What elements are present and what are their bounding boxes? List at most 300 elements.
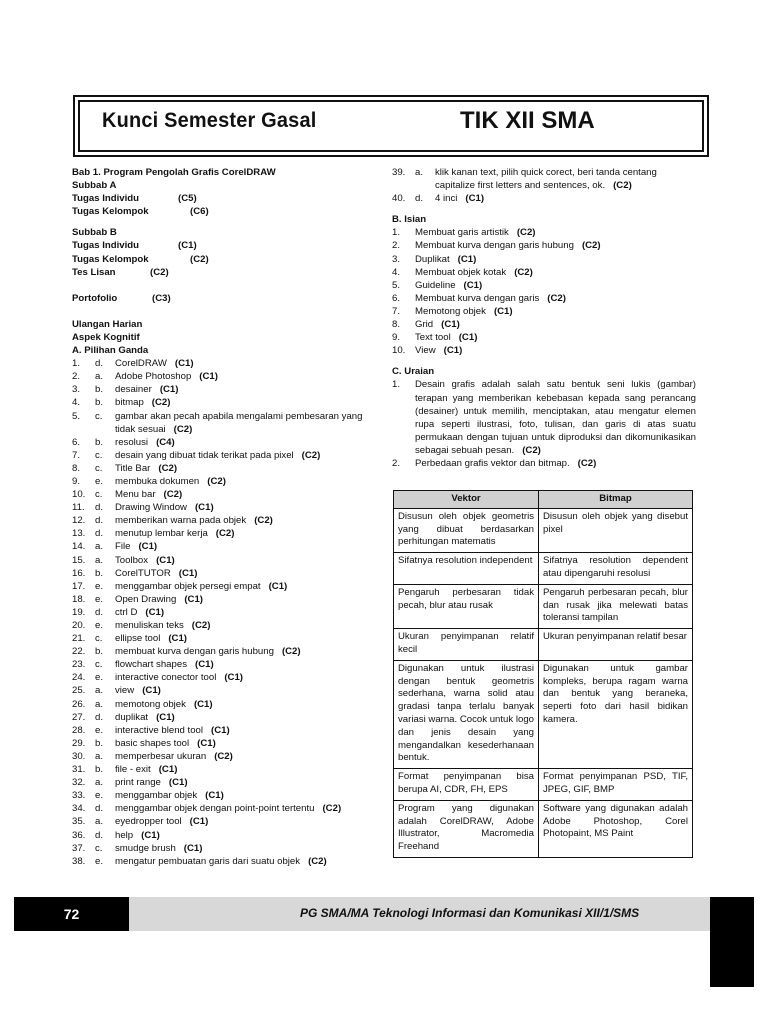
- answer-code: (C1): [184, 593, 203, 605]
- answer-item: [72, 815, 382, 828]
- answer-letter: d.: [415, 193, 424, 205]
- uraian-text: [415, 457, 696, 470]
- answer-item: [72, 527, 382, 540]
- isian-number: 2.: [392, 240, 401, 252]
- answer-number: 37.: [72, 842, 86, 854]
- answer-text: [115, 410, 382, 436]
- answer-label: menuliskan teks: [115, 620, 184, 631]
- answer-code: (C2): [163, 489, 183, 501]
- answer-code: (C2): [158, 462, 178, 474]
- isian-code: (C1): [458, 332, 478, 344]
- answer-code: (C1): [142, 685, 161, 697]
- isian-item: [392, 226, 696, 239]
- answer-text: [115, 383, 382, 396]
- answer-number: 17.: [72, 580, 86, 592]
- uraian-number: 1.: [392, 379, 401, 391]
- isian-number: 4.: [392, 266, 401, 278]
- answer-label: CorelDRAW: [115, 358, 167, 370]
- answer-code: (C1): [195, 659, 214, 671]
- pilihan-ganda-heading: A. Pilihan Ganda: [72, 345, 149, 357]
- answer-number: 33.: [72, 790, 86, 802]
- vektor-cell: Ukuran penyimpanan relatif kecil: [394, 629, 539, 661]
- answer-text: [115, 842, 382, 855]
- answer-item: [72, 619, 382, 632]
- page-number: 72: [14, 897, 129, 931]
- answer-letter: b.: [95, 646, 104, 658]
- answer-code: (C1): [224, 672, 243, 684]
- answer-code: (C1): [211, 724, 230, 736]
- answer-item: [72, 370, 382, 383]
- answer-item: [72, 449, 382, 462]
- answer-number: 4.: [72, 397, 81, 409]
- isian-text: [415, 239, 696, 252]
- answer-text: [115, 671, 382, 684]
- isian-code: (C1): [493, 305, 513, 317]
- vektor-cell: Pengaruh perbesaran tidak pecah, blur atau rusak: [394, 584, 539, 628]
- bitmap-cell: Disusun oleh objek yang disebut pixel: [539, 508, 693, 552]
- answer-number: 31.: [72, 764, 86, 776]
- isian-code: (C2): [581, 240, 601, 252]
- answer-code: (C2): [207, 475, 226, 487]
- answer-code: (C1): [156, 711, 175, 723]
- answer-code: (C2): [613, 180, 632, 192]
- answer-text: [115, 475, 382, 488]
- answer-item: [72, 763, 382, 776]
- answer-number: 24.: [72, 672, 86, 684]
- answer-label: ellipse tool: [115, 633, 161, 645]
- answer-code: (C2): [281, 646, 301, 658]
- uraian-label: Desain grafis adalah salah satu bentuk seni lukis (gambar) terapan yang memberikan kebebasan kepada sang perancang (desainer) untuk memilih, menciptakan, atau mengatur elemen rupa seperti ilustrasi, foto, tulisan, dan garis di atas suatu permukaan dengan tujuan untuk diproduksi dan dikomunikasikan sebagai sebuah pesan.: [415, 379, 696, 456]
- answer-label: print range: [115, 777, 161, 789]
- answer-label: menggambar objek persegi empat: [115, 580, 261, 592]
- isian-code: (C1): [443, 345, 463, 357]
- isian-code: (C1): [463, 279, 483, 291]
- answer-item: [72, 737, 382, 750]
- answer-code: (C2): [301, 449, 321, 461]
- isian-number: 10.: [392, 345, 406, 357]
- answer-label: Menu bar: [115, 489, 156, 501]
- header-subject: TIK XII SMA: [460, 107, 595, 134]
- aspek-heading: Aspek Kognitif: [72, 331, 140, 343]
- answer-number: 26.: [72, 698, 86, 710]
- answer-text: [115, 763, 382, 776]
- answer-text: [115, 501, 382, 514]
- uraian-item: [392, 378, 696, 457]
- answer-code: (C2): [254, 515, 273, 527]
- answer-label: desainer: [115, 384, 152, 396]
- answer-code: (C1): [158, 764, 178, 776]
- answer-item: [72, 357, 382, 370]
- isian-label: Duplikat: [415, 253, 450, 265]
- answer-text: [115, 527, 382, 540]
- answer-item: [72, 567, 382, 580]
- answer-number: 8.: [72, 462, 81, 474]
- answer-number: 19.: [72, 606, 86, 618]
- answer-number: 22.: [72, 646, 86, 658]
- header-title: Kunci Semester Gasal: [102, 109, 317, 132]
- isian-item: [392, 266, 696, 279]
- answer-label: memperbesar ukuran: [115, 750, 207, 762]
- answer-letter: c.: [95, 462, 103, 474]
- isian-number: 6.: [392, 292, 401, 304]
- isian-label: Membuat kurva dengan garis: [415, 292, 540, 304]
- answer-text: [435, 166, 696, 192]
- answer-text: [115, 540, 382, 553]
- isian-text: [415, 266, 696, 279]
- isian-item: [392, 253, 696, 266]
- answer-label: file - exit: [115, 764, 151, 776]
- table-header-bitmap: Bitmap: [539, 491, 693, 509]
- answer-number: 21.: [72, 633, 86, 645]
- answer-letter: c.: [95, 842, 103, 854]
- bitmap-cell: Pengaruh perbesaran pecah, blur dan rusak jika melewati batas toleransi tampilan: [539, 584, 693, 628]
- answer-letter: b.: [95, 737, 104, 749]
- answer-item: [72, 514, 382, 527]
- answer-item: [72, 488, 382, 501]
- answer-code: (C1): [145, 606, 165, 618]
- answer-text: [115, 593, 382, 606]
- answer-label: interactive conector tool: [115, 672, 217, 684]
- answer-code: (C2): [215, 528, 235, 540]
- answer-item: [72, 698, 382, 711]
- answer-letter: e.: [95, 593, 104, 605]
- answer-letter: d.: [95, 829, 104, 841]
- right-column: [392, 166, 696, 470]
- isian-label: Membuat kurva dengan garis hubung: [415, 240, 574, 252]
- answer-letter: a.: [95, 750, 104, 762]
- answer-label: bitmap: [115, 397, 144, 409]
- isian-code: (C2): [514, 266, 533, 278]
- answer-label: eyedropper tool: [115, 816, 182, 828]
- table-row: [394, 629, 693, 661]
- isian-number: 9.: [392, 332, 401, 344]
- answer-item: [72, 540, 382, 553]
- answer-text: [115, 632, 382, 645]
- answer-number: 27.: [72, 711, 86, 723]
- answer-number: 30.: [72, 750, 86, 762]
- answer-number: 11.: [72, 502, 85, 514]
- answer-letter: e.: [95, 620, 104, 631]
- uraian-code: (C2): [577, 457, 597, 469]
- portofolio: Portofolio (C3): [72, 292, 171, 304]
- answer-code: (C1): [197, 737, 216, 749]
- answer-code: (C1): [189, 816, 209, 828]
- answer-item: [72, 842, 382, 855]
- answer-letter: c.: [95, 410, 103, 422]
- answer-label: memberikan warna pada objek: [115, 515, 247, 527]
- isian-item: [392, 344, 696, 357]
- answer-list-left: [72, 357, 382, 868]
- isian-number: 7.: [392, 305, 401, 317]
- bitmap-cell: Digunakan untuk gambar kompleks, berupa ragam warna dan bentuk yang beraneka, seperti foto dari hasil bidikan kamera.: [539, 660, 693, 768]
- answer-text: [115, 619, 382, 632]
- answer-text: [115, 462, 382, 475]
- answer-letter: d.: [95, 803, 104, 815]
- answer-label: resolusi: [115, 436, 149, 448]
- answer-text: [115, 606, 382, 619]
- uraian-label: Perbedaan grafis vektor dan bitmap.: [415, 457, 570, 469]
- vektor-cell: Program yang digunakan adalah CorelDRAW, Adobe Illustrator, Macromedia Freehand: [394, 800, 539, 857]
- answer-letter: d.: [95, 358, 104, 370]
- answer-text: [115, 645, 382, 658]
- answer-letter: a.: [95, 816, 104, 828]
- answer-text: [115, 449, 382, 462]
- answer-letter: a.: [415, 167, 424, 178]
- answer-text: [115, 567, 382, 580]
- answer-number: 10.: [72, 489, 86, 501]
- answer-label: Open Drawing: [115, 593, 177, 605]
- footer-text: PG SMA/MA Teknologi Informasi dan Komunikasi XII/1/SMS: [300, 906, 640, 920]
- isian-label: Text tool: [415, 332, 451, 344]
- isian-text: [415, 305, 696, 318]
- answer-text: [115, 357, 382, 370]
- tugas-individu-b: Tugas Individu (C1): [72, 240, 197, 252]
- isian-list: [392, 226, 696, 357]
- answer-item: [72, 658, 382, 671]
- answer-letter: c.: [95, 659, 103, 671]
- answer-letter: d.: [95, 606, 104, 618]
- answer-item: [72, 632, 382, 645]
- isian-text: [415, 253, 696, 266]
- answer-text: [115, 698, 382, 711]
- vektor-cell: Sifatnya resolution independent: [394, 553, 539, 585]
- table-row: [394, 800, 693, 857]
- uraian-code: (C2): [522, 444, 541, 456]
- answer-item: [72, 724, 382, 737]
- answer-letter: c.: [95, 633, 103, 645]
- answer-list-right: [392, 166, 696, 205]
- answer-number: 20.: [72, 620, 86, 631]
- table-header-vektor: Vektor: [394, 491, 539, 509]
- answer-letter: a.: [95, 371, 104, 383]
- answer-item: [72, 829, 382, 842]
- answer-label: duplikat: [115, 711, 149, 723]
- answer-text: [115, 789, 382, 802]
- answer-label: mengatur pembuatan garis dari suatu objek: [115, 855, 301, 867]
- answer-text: [115, 580, 382, 593]
- answer-letter: a.: [95, 685, 104, 697]
- answer-code: (C2): [308, 855, 327, 867]
- answer-number: 29.: [72, 737, 86, 749]
- answer-letter: b.: [95, 567, 104, 579]
- answer-item: [72, 855, 382, 868]
- answer-code: (C1): [465, 193, 485, 205]
- answer-label: help: [115, 829, 134, 841]
- answer-item: [72, 396, 382, 409]
- answer-label: membuka dokumen: [115, 475, 200, 487]
- answer-number: 9.: [72, 475, 81, 487]
- isian-number: 1.: [392, 227, 401, 239]
- answer-item: [72, 580, 382, 593]
- isian-text: [415, 279, 696, 292]
- answer-item: [72, 684, 382, 697]
- isian-item: [392, 292, 696, 305]
- answer-code: (C2): [173, 423, 193, 435]
- answer-number: 38.: [72, 855, 86, 867]
- answer-text: [115, 396, 382, 409]
- table-row: [394, 508, 693, 552]
- isian-text: [415, 331, 696, 344]
- answer-item: [72, 593, 382, 606]
- answer-label: interactive blend tool: [115, 724, 203, 736]
- isian-number: 5.: [392, 279, 401, 291]
- answer-label: CorelTUTOR: [115, 567, 171, 579]
- tes-lisan: Tes Lisan (C2): [72, 266, 169, 278]
- answer-letter: e.: [95, 672, 104, 684]
- answer-number: 1.: [72, 358, 81, 370]
- answer-item: [72, 750, 382, 763]
- answer-label: Toolbox: [115, 554, 149, 566]
- answer-code: (C2): [322, 803, 342, 815]
- answer-text: [115, 776, 382, 789]
- isian-label: View: [415, 345, 436, 357]
- answer-code: (C1): [141, 829, 160, 841]
- answer-label: desain yang dibuat tidak terikat pada pixel: [115, 449, 294, 461]
- answer-number: 6.: [72, 436, 81, 448]
- isian-text: [415, 318, 696, 331]
- bitmap-cell: Ukuran penyimpanan relatif besar: [539, 629, 693, 661]
- answer-text: [115, 802, 382, 815]
- answer-label: klik kanan text, pilih quick corect, beri tanda centang capitalize first letters and sentences, ok.: [435, 167, 657, 192]
- answer-item: [72, 554, 382, 567]
- answer-text: [115, 750, 382, 763]
- table-row: [394, 769, 693, 801]
- answer-code: (C1): [168, 777, 188, 789]
- answer-code: (C1): [174, 358, 194, 370]
- answer-item: [72, 501, 382, 514]
- answer-number: 5.: [72, 410, 81, 422]
- isian-heading: B. Isian: [392, 214, 427, 226]
- isian-item: [392, 331, 696, 344]
- answer-code: (C1): [138, 541, 158, 553]
- answer-number: 35.: [72, 816, 86, 828]
- answer-code: (C2): [214, 750, 233, 762]
- isian-item: [392, 318, 696, 331]
- isian-code: (C1): [457, 253, 477, 265]
- answer-label: Adobe Photoshop: [115, 371, 192, 383]
- chapter-title: Bab 1. Program Pengolah Grafis CorelDRAW: [72, 167, 276, 178]
- answer-number: 36.: [72, 829, 86, 841]
- ulangan-heading: Ulangan Harian: [72, 318, 143, 330]
- answer-item: [72, 711, 382, 724]
- answer-letter: c.: [95, 489, 103, 501]
- tugas-kelompok-b: Tugas Kelompok (C2): [72, 253, 209, 265]
- isian-label: Guideline: [415, 279, 456, 291]
- answer-letter: d.: [95, 502, 104, 514]
- answer-code: (C1): [205, 790, 224, 802]
- answer-number: 25.: [72, 685, 86, 697]
- answer-code: (C1): [159, 384, 179, 396]
- vektor-cell: Digunakan untuk ilustrasi dengan bentuk geometris sederhana, warna solid atau gradasi tanpa terlalu banyak variasi warna. Cocok untuk logo dan jenis desain yang mengandalkan kesederhanaan bentuk.: [394, 660, 539, 768]
- answer-label: menggambar objek dengan point-point tertentu: [115, 803, 315, 815]
- bitmap-cell: Sifatnya resolution dependent atau dipengaruhi resolusi: [539, 553, 693, 585]
- answer-letter: b.: [95, 384, 104, 396]
- answer-code: (C1): [168, 633, 187, 645]
- answer-label: ctrl D: [115, 606, 138, 618]
- answer-code: (C1): [199, 371, 218, 383]
- answer-number: 34.: [72, 803, 86, 815]
- answer-number: 28.: [72, 724, 86, 736]
- answer-label: flowchart shapes: [115, 659, 187, 671]
- isian-item: [392, 279, 696, 292]
- answer-letter: a.: [95, 698, 104, 710]
- answer-code: (C1): [268, 580, 288, 592]
- answer-label: smudge brush: [115, 842, 176, 854]
- uraian-number: 2.: [392, 457, 401, 469]
- answer-text: [115, 829, 382, 842]
- answer-letter: d.: [95, 711, 104, 723]
- answer-label: view: [115, 685, 135, 697]
- answer-letter: b.: [95, 436, 104, 448]
- isian-label: Memotong objek: [415, 305, 486, 317]
- bitmap-cell: Format penyimpanan PSD, TIF, JPEG, GIF, BMP: [539, 769, 693, 801]
- uraian-text: [415, 378, 696, 457]
- answer-text: [115, 488, 382, 501]
- answer-letter: b.: [95, 764, 104, 776]
- answer-letter: d.: [95, 515, 104, 527]
- answer-label: menggambar objek: [115, 790, 198, 802]
- answer-text: [115, 737, 382, 750]
- answer-item: [72, 410, 382, 436]
- isian-text: [415, 344, 696, 357]
- answer-number: 16.: [72, 567, 86, 579]
- isian-code: (C2): [516, 227, 536, 239]
- answer-code: (C2): [151, 397, 171, 409]
- answer-item: [72, 645, 382, 658]
- answer-label: gambar akan pecah apabila mengalami pembesaran yang tidak sesuai: [115, 410, 363, 435]
- answer-label: Title Bar: [115, 462, 151, 474]
- answer-letter: b.: [95, 397, 104, 409]
- answer-number: 7.: [72, 449, 81, 461]
- subbab-a-heading: Subbab A: [72, 180, 117, 192]
- answer-code: (C1): [183, 842, 203, 854]
- uraian-heading: C. Uraian: [392, 366, 435, 378]
- isian-item: [392, 239, 696, 252]
- answer-letter: e.: [95, 724, 104, 736]
- comparison-table: [393, 490, 693, 858]
- answer-label: File: [115, 541, 131, 553]
- answer-item: [392, 166, 696, 192]
- vektor-cell: Disusun oleh objek geometris yang dibuat berdasarkan perhitungan matematis: [394, 508, 539, 552]
- left-column: [72, 166, 382, 868]
- answer-code: (C1): [193, 698, 213, 710]
- isian-text: [415, 292, 696, 305]
- answer-item: [72, 475, 382, 488]
- answer-item: [72, 789, 382, 802]
- answer-code: (C1): [178, 567, 198, 579]
- answer-text: [115, 711, 382, 724]
- answer-item: [72, 606, 382, 619]
- answer-letter: e.: [95, 855, 104, 867]
- answer-label: basic shapes tool: [115, 737, 190, 749]
- answer-number: 12.: [72, 515, 86, 527]
- tugas-kelompok-a: Tugas Kelompok (C6): [72, 206, 209, 218]
- answer-item: [72, 383, 382, 396]
- answer-text: [115, 724, 382, 737]
- answer-text: [115, 436, 382, 449]
- table-row: [394, 660, 693, 768]
- answer-code: (C1): [194, 502, 214, 514]
- answer-text: [115, 658, 382, 671]
- answer-item: [72, 671, 382, 684]
- answer-label: membuat kurva dengan garis hubung: [115, 646, 274, 658]
- vektor-cell: Format penyimpanan bisa berupa AI, CDR, FH, EPS: [394, 769, 539, 801]
- answer-text: [115, 815, 382, 828]
- answer-item: [72, 462, 382, 475]
- answer-text: [115, 370, 382, 383]
- isian-label: Membuat garis artistik: [415, 227, 509, 239]
- answer-letter: e.: [95, 790, 104, 802]
